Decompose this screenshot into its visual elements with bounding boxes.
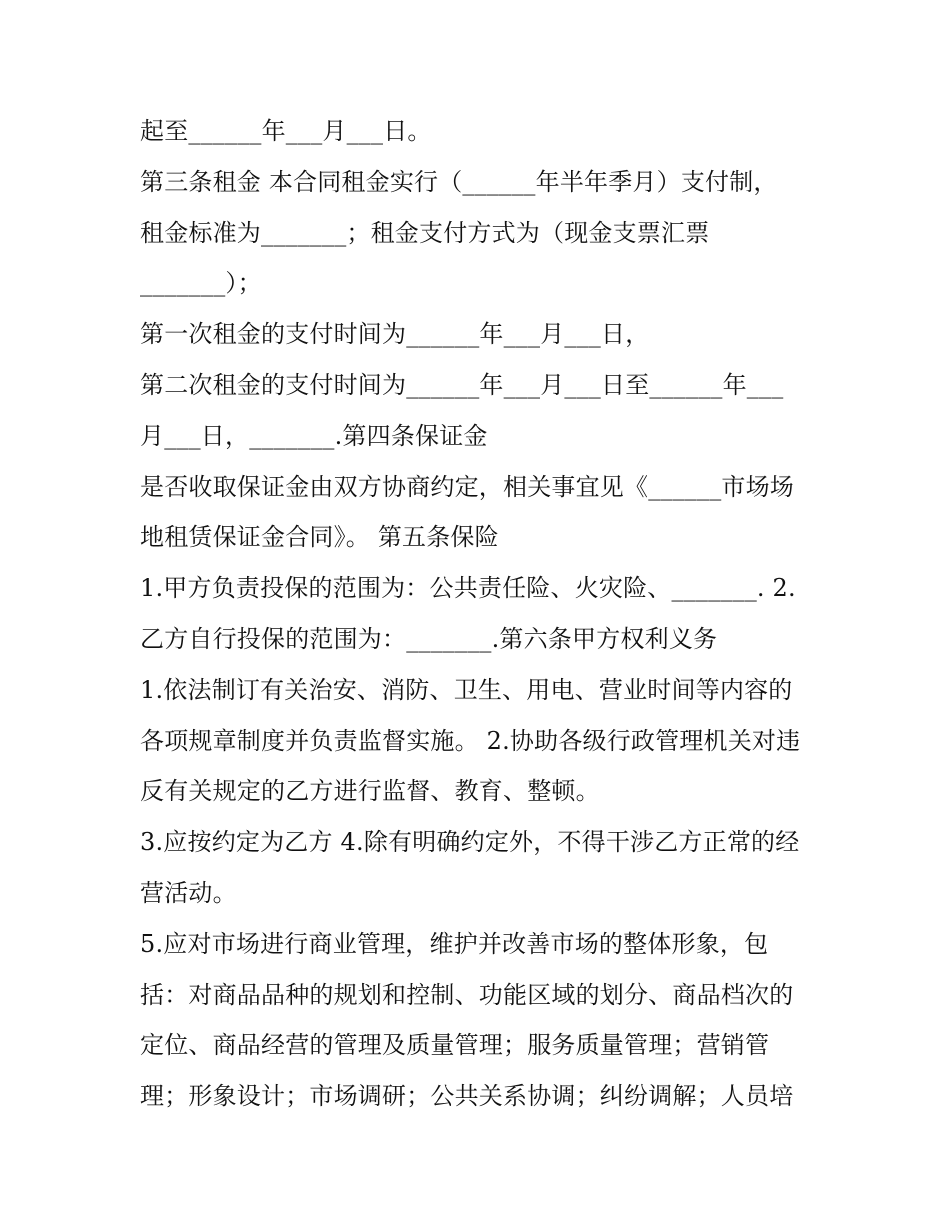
text-line-20: 理；形象设计；市场调研；公共关系协调；纠纷调解；人员培 (140, 1082, 794, 1111)
text-line-11: 乙方自行投保的范围为：_______.第六条甲方权利义务 (140, 624, 718, 653)
text-line-15: 3.应按约定为乙方 4.除有明确约定外，不得干涉乙方正常的经 (140, 828, 800, 857)
text-line-13: 各项规章制度并负责监督实施。 2.协助各级行政管理机关对违 (140, 726, 801, 755)
text-line-6: 第二次租金的支付时间为______年___月___日至______年___ (140, 370, 784, 399)
text-line-19: 定位、商品经营的管理及质量管理；服务质量管理；营销管 (140, 1031, 770, 1060)
text-line-12: 1.依法制订有关治安、消防、卫生、用电、营业时间等内容的 (140, 675, 793, 704)
text-line-16: 营活动。 (140, 878, 237, 907)
text-line-4: _______）； (140, 269, 262, 298)
text-line-1: 起至______年___月___日。 (140, 117, 432, 145)
contract-text (140, 106, 820, 1122)
text-line-2: 第三条租金 本合同租金实行（______年半年季月）支付制， (140, 167, 778, 196)
text-line-5: 第一次租金的支付时间为______年___月___日， (140, 320, 650, 349)
text-line-14: 反有关规定的乙方进行监督、教育、整顿。 (140, 777, 600, 806)
text-line-7: 月___日，_______.第四条保证金 (140, 421, 488, 450)
text-line-10: 1.甲方负责投保的范围为：公共责任险、火灾险、_______. 2. (140, 574, 796, 603)
text-line-9: 地租赁保证金合同》。 第五条保险 (140, 523, 499, 552)
text-line-3: 租金标准为_______；租金支付方式为（现金支票汇票 (140, 218, 710, 247)
text-line-8: 是否收取保证金由双方协商约定，相关事宜见《______市场场 (140, 472, 794, 501)
text-line-18: 括：对商品品种的规划和控制、功能区域的划分、商品档次的 (140, 980, 794, 1009)
text-line-17: 5.应对市场进行商业管理，维护并改善市场的整体形象，包 (140, 929, 769, 958)
